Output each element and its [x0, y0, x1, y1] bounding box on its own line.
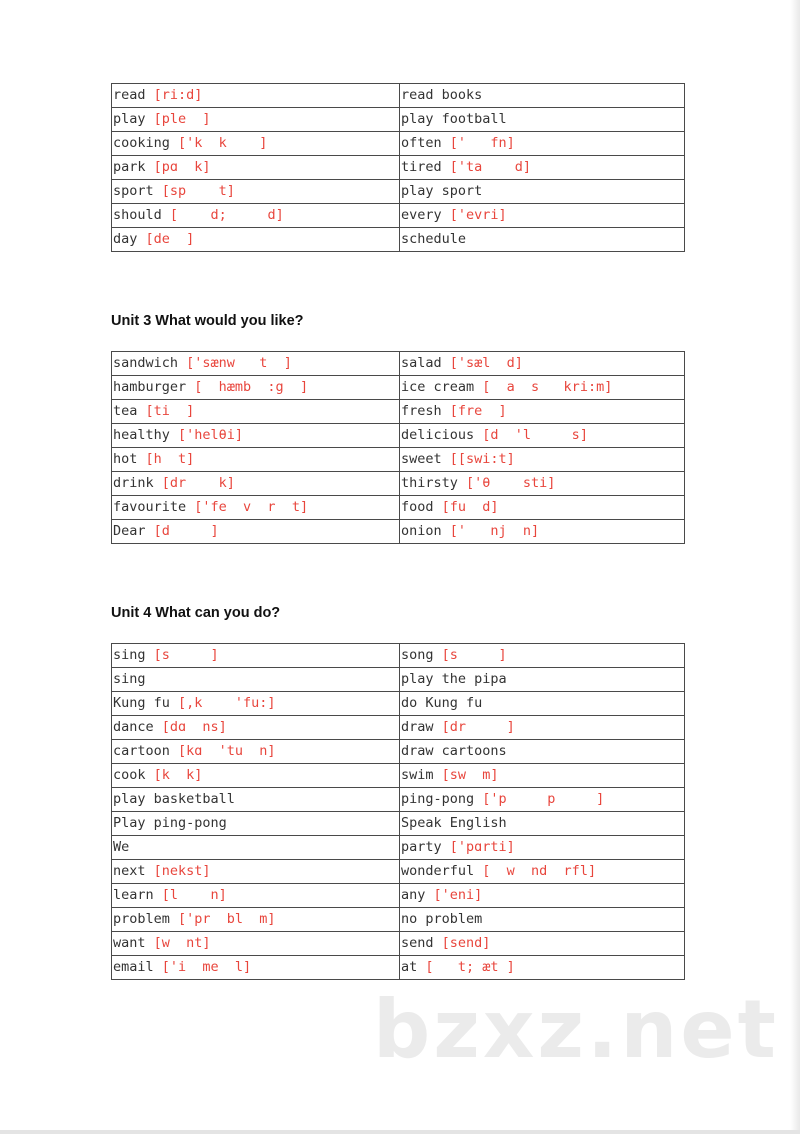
vocab-cell: [112, 520, 400, 544]
vocab-cell: [112, 836, 400, 860]
vocab-cell: [400, 956, 685, 980]
table-row: [112, 228, 685, 252]
table-row: [112, 884, 685, 908]
phonetic: [s ]: [153, 647, 219, 663]
vocab-word: party: [401, 839, 450, 855]
vocab-word: read books: [401, 87, 483, 103]
phonetic: [dr k]: [161, 475, 235, 491]
phonetic: [fre ]: [449, 403, 507, 419]
vocab-cell: [400, 108, 685, 132]
phonetic: [ri:d]: [153, 87, 203, 103]
table-row: [112, 812, 685, 836]
vocab-word: tea: [113, 403, 146, 419]
phonetic: [h t]: [145, 451, 195, 467]
vocab-cell: [112, 472, 400, 496]
phonetic: ['evri]: [449, 207, 507, 223]
phonetic: ['helθi]: [178, 427, 244, 443]
vocab-cell: [400, 84, 685, 108]
phonetic: ['sænw t ]: [186, 355, 292, 371]
vocab-word: delicious: [401, 427, 483, 443]
vocab-cell: [400, 884, 685, 908]
vocab-word: problem: [113, 911, 179, 927]
phonetic: [' fn]: [449, 135, 515, 151]
vocab-table-unit3: [111, 351, 685, 544]
phonetic: [,k 'fu:]: [178, 695, 276, 711]
vocab-cell: [112, 644, 400, 668]
vocab-cell: [112, 156, 400, 180]
vocab-cell: [112, 228, 400, 252]
vocab-word: read: [113, 87, 154, 103]
vocab-cell: [400, 932, 685, 956]
vocab-cell: [400, 228, 685, 252]
vocab-word: wonderful: [401, 863, 483, 879]
phonetic: [pɑ k]: [153, 159, 211, 175]
vocab-word: play football: [401, 111, 507, 127]
vocab-cell: [112, 764, 400, 788]
table-row: [112, 836, 685, 860]
phonetic: ['eni]: [433, 887, 483, 903]
table-row: [112, 180, 685, 204]
phonetic: [ a s kri:m]: [482, 379, 613, 395]
vocab-word: fresh: [401, 403, 450, 419]
vocab-word: Speak English: [401, 815, 507, 831]
vocab-word: sing: [113, 671, 146, 687]
unit3-heading: Unit 3 What would you like?: [111, 313, 304, 329]
vocab-cell: [112, 448, 400, 472]
vocab-word: song: [401, 647, 442, 663]
vocab-cell: [400, 156, 685, 180]
vocab-word: sandwich: [113, 355, 187, 371]
table-row: [112, 788, 685, 812]
vocab-word: food: [401, 499, 442, 515]
vocab-word: swim: [401, 767, 442, 783]
vocab-table-unit2: [111, 83, 685, 252]
table-row: [112, 956, 685, 980]
vocab-word: cooking: [113, 135, 179, 151]
vocab-word: every: [401, 207, 450, 223]
unit4-heading: Unit 4 What can you do?: [111, 605, 281, 621]
phonetic: [kɑ 'tu n]: [178, 743, 276, 759]
vocab-word: Play ping-pong: [113, 815, 227, 831]
phonetic: [sp t]: [161, 183, 235, 199]
vocab-word: day: [113, 231, 146, 247]
phonetic: [nekst]: [153, 863, 211, 879]
table-row: [112, 84, 685, 108]
phonetic: [ hæmb :g ]: [194, 379, 309, 395]
vocab-word: schedule: [401, 231, 467, 247]
phonetic: [' nj n]: [449, 523, 540, 539]
vocab-cell: [400, 352, 685, 376]
phonetic: [ d; d]: [169, 207, 284, 223]
vocab-word: at: [401, 959, 426, 975]
vocab-word: draw: [401, 719, 442, 735]
vocab-cell: [400, 400, 685, 424]
vocab-word: sweet: [401, 451, 450, 467]
vocab-word: send: [401, 935, 442, 951]
vocab-cell: [400, 376, 685, 400]
vocab-cell: [112, 956, 400, 980]
phonetic: [d 'l s]: [482, 427, 588, 443]
page-bottom-edge: [0, 1130, 800, 1134]
vocab-cell: [112, 108, 400, 132]
vocab-cell: [400, 740, 685, 764]
vocab-cell: [400, 204, 685, 228]
table-row: [112, 764, 685, 788]
vocab-cell: [400, 668, 685, 692]
phonetic: [s ]: [441, 647, 507, 663]
vocab-table-unit4: [111, 643, 685, 980]
table-row: [112, 740, 685, 764]
table-row: [112, 472, 685, 496]
phonetic: [ple ]: [153, 111, 211, 127]
vocab-cell: [112, 812, 400, 836]
phonetic: ['pɑrti]: [449, 839, 515, 855]
table-row: [112, 716, 685, 740]
phonetic: [w nt]: [153, 935, 211, 951]
phonetic: [ti ]: [145, 403, 195, 419]
vocab-word: thirsty: [401, 475, 467, 491]
vocab-word: ice cream: [401, 379, 483, 395]
phonetic: [send]: [441, 935, 491, 951]
vocab-cell: [112, 740, 400, 764]
phonetic: ['pr bl m]: [178, 911, 276, 927]
table-row: [112, 376, 685, 400]
phonetic: ['θ sti]: [466, 475, 556, 491]
vocab-cell: [400, 520, 685, 544]
vocab-cell: [400, 448, 685, 472]
table-row: [112, 496, 685, 520]
table-row: [112, 108, 685, 132]
phonetic: ['ta d]: [449, 159, 532, 175]
vocab-cell: [112, 352, 400, 376]
phonetic: [ t; æt ]: [425, 959, 515, 975]
vocab-cell: [400, 788, 685, 812]
table-row: [112, 156, 685, 180]
vocab-cell: [400, 424, 685, 448]
table-row: [112, 424, 685, 448]
vocab-word: play the pipa: [401, 671, 507, 687]
table-row: [112, 668, 685, 692]
phonetic: [dr ]: [441, 719, 515, 735]
vocab-word: salad: [401, 355, 450, 371]
vocab-cell: [112, 908, 400, 932]
vocab-cell: [112, 716, 400, 740]
vocab-word: no problem: [401, 911, 483, 927]
phonetic: ['sæl d]: [449, 355, 523, 371]
vocab-cell: [112, 400, 400, 424]
table-row: [112, 400, 685, 424]
vocab-word: dance: [113, 719, 162, 735]
vocab-cell: [400, 496, 685, 520]
phonetic: [k k]: [153, 767, 203, 783]
vocab-cell: [112, 692, 400, 716]
vocab-word: play basketball: [113, 791, 235, 807]
table-row: [112, 352, 685, 376]
vocab-word: learn: [113, 887, 162, 903]
vocab-cell: [112, 424, 400, 448]
vocab-word: favourite: [113, 499, 195, 515]
table-row: [112, 204, 685, 228]
vocab-cell: [400, 644, 685, 668]
vocab-cell: [400, 812, 685, 836]
phonetic: [de ]: [145, 231, 195, 247]
vocab-word: healthy: [113, 427, 179, 443]
phonetic: [fu d]: [441, 499, 499, 515]
phonetic: ['p p ]: [482, 791, 605, 807]
vocab-cell: [112, 204, 400, 228]
table-row: [112, 692, 685, 716]
table-row: [112, 932, 685, 956]
vocab-cell: [112, 180, 400, 204]
vocab-cell: [400, 860, 685, 884]
vocab-cell: [112, 788, 400, 812]
watermark: bzxz.net: [373, 983, 779, 1076]
vocab-word: onion: [401, 523, 450, 539]
vocab-word: play sport: [401, 183, 483, 199]
vocab-word: cartoon: [113, 743, 179, 759]
table-row: [112, 908, 685, 932]
vocab-word: hamburger: [113, 379, 195, 395]
vocab-cell: [112, 132, 400, 156]
vocab-cell: [400, 180, 685, 204]
phonetic: [dɑ ns]: [161, 719, 227, 735]
table-row: [112, 860, 685, 884]
vocab-word: hot: [113, 451, 146, 467]
phonetic: ['fe v r t]: [194, 499, 309, 515]
vocab-cell: [400, 692, 685, 716]
vocab-cell: [400, 716, 685, 740]
vocab-word: park: [113, 159, 154, 175]
vocab-cell: [400, 132, 685, 156]
phonetic: [[swi:t]: [449, 451, 515, 467]
vocab-cell: [112, 884, 400, 908]
vocab-cell: [112, 932, 400, 956]
vocab-cell: [400, 836, 685, 860]
vocab-word: cook: [113, 767, 154, 783]
table-row: [112, 644, 685, 668]
vocab-word: any: [401, 887, 434, 903]
vocab-word: ping-pong: [401, 791, 483, 807]
vocab-cell: [112, 496, 400, 520]
phonetic: ['k k ]: [178, 135, 268, 151]
vocab-word: should: [113, 207, 170, 223]
vocab-word: sport: [113, 183, 162, 199]
vocab-cell: [400, 472, 685, 496]
table-row: [112, 132, 685, 156]
vocab-word: Dear: [113, 523, 154, 539]
vocab-word: drink: [113, 475, 162, 491]
phonetic: [sw m]: [441, 767, 499, 783]
vocab-word: want: [113, 935, 154, 951]
vocab-word: Kung fu: [113, 695, 179, 711]
vocab-cell: [112, 860, 400, 884]
page-edge: [790, 0, 800, 1134]
vocab-word: draw cartoons: [401, 743, 507, 759]
phonetic: [d ]: [153, 523, 219, 539]
vocab-cell: [112, 376, 400, 400]
vocab-cell: [400, 908, 685, 932]
vocab-word: email: [113, 959, 162, 975]
vocab-word: next: [113, 863, 154, 879]
table-row: [112, 520, 685, 544]
vocab-word: sing: [113, 647, 154, 663]
phonetic: ['i me l]: [161, 959, 252, 975]
vocab-word: tired: [401, 159, 450, 175]
vocab-cell: [112, 84, 400, 108]
vocab-word: We: [113, 839, 130, 855]
vocab-word: do Kung fu: [401, 695, 483, 711]
vocab-word: often: [401, 135, 450, 151]
vocab-cell: [112, 668, 400, 692]
phonetic: [l n]: [161, 887, 227, 903]
table-row: [112, 448, 685, 472]
vocab-word: play: [113, 111, 154, 127]
phonetic: [ w nd rfl]: [482, 863, 597, 879]
vocab-cell: [400, 764, 685, 788]
